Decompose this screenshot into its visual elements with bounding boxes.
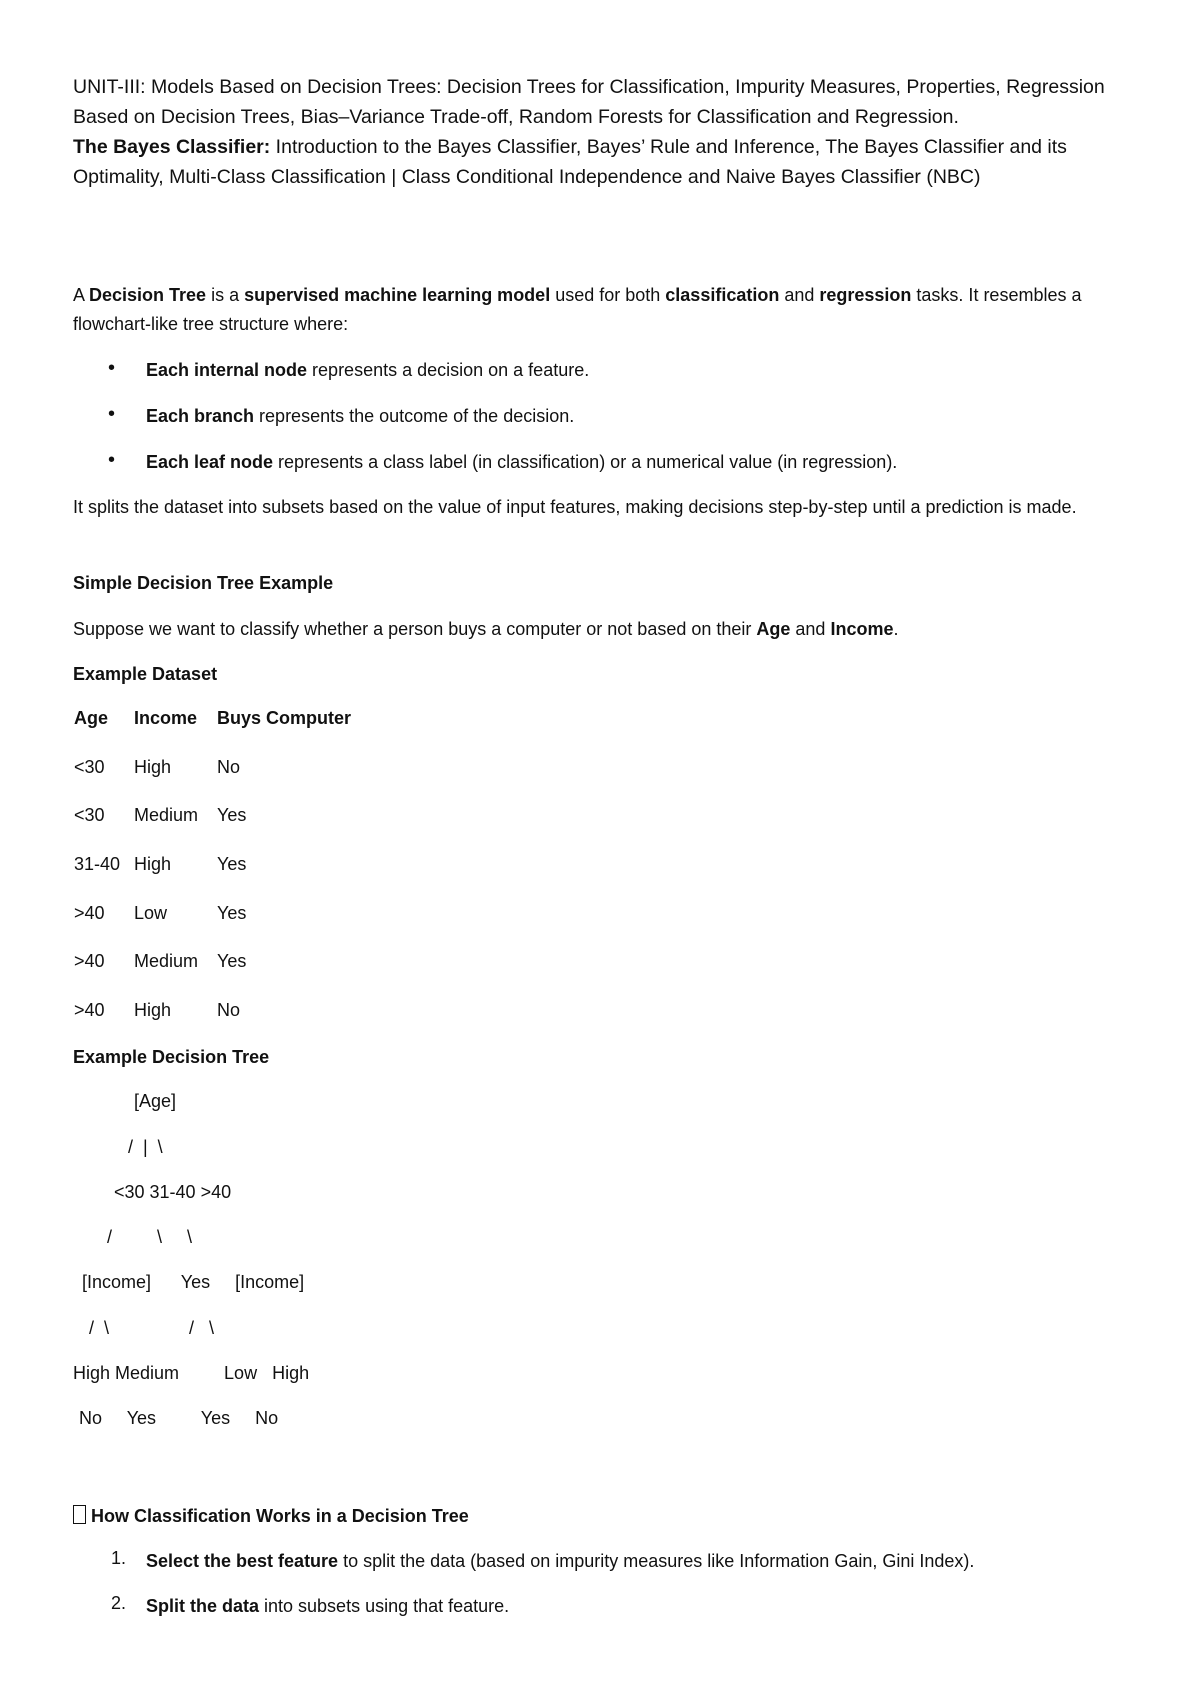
intro-text: and [779, 285, 820, 305]
table-cell: Yes [217, 951, 247, 971]
bullet-icon: • [108, 403, 116, 425]
intro-text: is a [206, 285, 245, 305]
table-cell: >40 [74, 951, 105, 971]
split-paragraph: It splits the dataset into subsets based on the value of input features, making decisions step-by-step until a prediction is made. [73, 497, 1077, 517]
tree-heading [73, 1043, 1148, 1072]
table-cell: Yes [217, 903, 247, 923]
table-cell: No [217, 757, 241, 777]
table-cell: Medium [134, 951, 199, 971]
intro-bold-decision-tree: Decision Tree [89, 285, 207, 305]
missing-glyph-icon [73, 1505, 86, 1524]
step-number: 1. [111, 1548, 127, 1568]
step-bold: Select the best feature [146, 1551, 339, 1571]
simple-heading: Simple Decision Tree Example [73, 573, 334, 593]
tree-line: [Age] [134, 1091, 177, 1111]
table-cell: Yes [217, 854, 247, 874]
intro-bold-regression: regression [819, 285, 912, 305]
table-cell: Yes [217, 805, 247, 825]
tree-line: High Medium Low High [73, 1363, 310, 1383]
suppose-bold-age: Age [756, 619, 791, 639]
table-header-buys: Buys Computer [217, 708, 352, 728]
bullet-text: represents a decision on a feature. [307, 360, 590, 380]
step-number: 2. [111, 1593, 127, 1613]
tree-line: / \ / \ [89, 1318, 215, 1338]
suppose-bold-income: Income [830, 619, 894, 639]
table-cell: 31-40 [74, 854, 121, 874]
bullet-bold: Each branch [146, 406, 255, 426]
intro-paragraph [73, 281, 1148, 339]
unit-header [73, 72, 1143, 192]
table-header-income: Income [134, 708, 198, 728]
how-heading-text: How Classification Works in a Decision Tree [86, 1506, 469, 1526]
section-heading [73, 569, 1148, 598]
intro-bold-classification: classification [665, 285, 780, 305]
table-cell: Low [134, 903, 168, 923]
tree-line: / \ \ [107, 1227, 193, 1247]
table-cell: High [134, 1000, 172, 1020]
suppose-paragraph [73, 615, 1148, 644]
table-header-age: Age [74, 708, 109, 728]
intro-text: tasks. It resembles a flowchart-like tree structure where: [73, 285, 1082, 334]
bayes-label: The Bayes Classifier: [73, 136, 271, 158]
step-text: into subsets using that feature. [259, 1596, 510, 1616]
tree-heading-text: Example Decision Tree [73, 1047, 270, 1067]
tree-line: / | \ [128, 1137, 163, 1157]
bullet-text: represents the outcome of the decision. [254, 406, 575, 426]
intro-text: used for both [550, 285, 666, 305]
bullet-text: represents a class label (in classification) or a numerical value (in regression). [273, 452, 898, 472]
bullet-icon: • [108, 357, 116, 379]
table-cell: No [217, 1000, 241, 1020]
table-cell: >40 [74, 903, 105, 923]
tree-line: [Income] Yes [Income] [82, 1272, 305, 1292]
step-text: to split the data (based on impurity measures like Information Gain, Gini Index). [338, 1551, 975, 1571]
dataset-heading [73, 660, 1148, 689]
table-cell: High [134, 854, 172, 874]
table-cell: <30 [74, 757, 105, 777]
unit-line: UNIT-III: Models Based on Decision Trees: Decision Trees for Classification, Impurity Measures, Properties, Regression Based on Decision Trees, Bias–Variance Trade-off, Random Forests for Classification and Regression. [73, 76, 1105, 128]
step-bold: Split the data [146, 1596, 260, 1616]
bullet-item [146, 356, 589, 385]
table-cell: Medium [134, 805, 199, 825]
table-cell: High [134, 757, 172, 777]
bullet-icon: • [108, 449, 116, 471]
step-item [146, 1547, 974, 1576]
bullet-bold: Each internal node [146, 360, 308, 380]
suppose-text: and [790, 619, 831, 639]
bullet-item [146, 448, 897, 477]
bullet-bold: Each leaf node [146, 452, 274, 472]
suppose-text: Suppose we want to classify whether a person buys a computer or not based on their [73, 619, 757, 639]
suppose-text: . [893, 619, 899, 639]
tree-line: <30 31-40 >40 [114, 1182, 232, 1202]
table-cell: >40 [74, 1000, 105, 1020]
dataset-heading-text: Example Dataset [73, 664, 218, 684]
intro-text: A [73, 285, 90, 305]
intro-bold-supervised: supervised machine learning model [244, 285, 551, 305]
bayes-text: Introduction to the Bayes Classifier, Bayes’ Rule and Inference, The Bayes Classifier and its Optimality, Multi-Class Classification | Class Conditional Independence and Naive Bayes Classifier (NBC) [73, 136, 1067, 188]
tree-line: No Yes Yes No [79, 1408, 279, 1428]
bullet-item [146, 402, 574, 431]
step-item [146, 1592, 509, 1621]
table-cell: <30 [74, 805, 105, 825]
how-heading [73, 1502, 1148, 1531]
